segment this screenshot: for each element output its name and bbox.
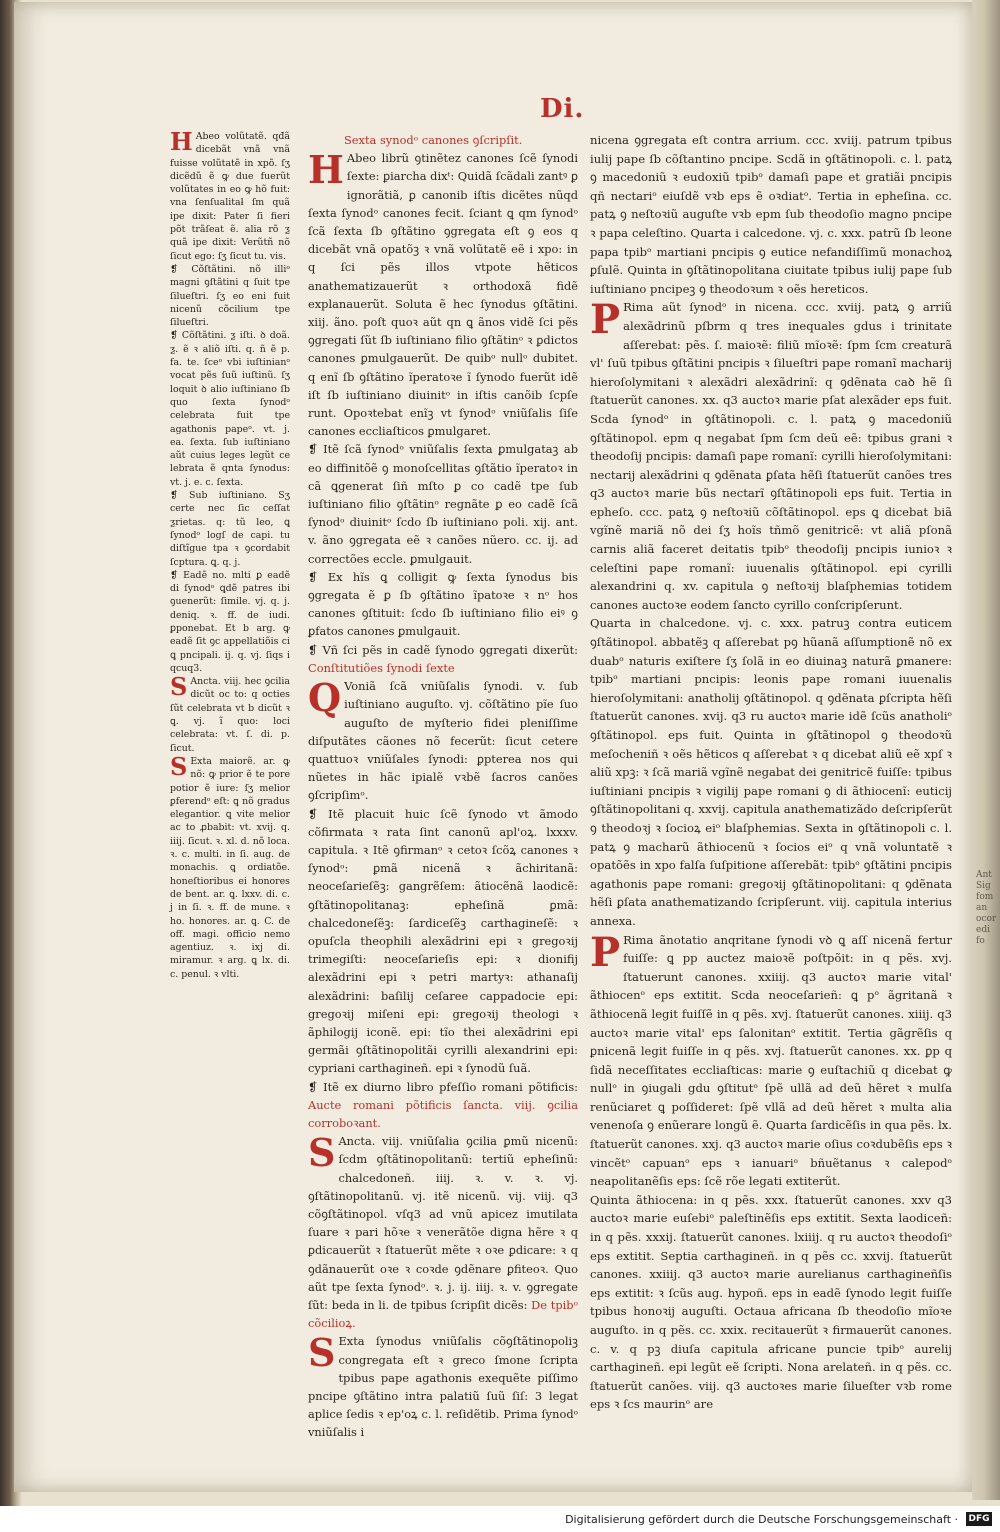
paragraph-text: Voniã ſcã vniũſalis ſynodi. v. ſub iuſtiniano auguſto. vj. cõſtãtino pĩe ſuo auguſto de myſterio fidei pleniſſime diſputãtes cãones nõ fecerũt: ſicut cetere quattuoꝛ vniũſales ſynodi: ꝑpterea nos qui nũetes in hãc ipialẽ vꝛbẽ ſacros canões ꝯſcripſimᵒ. xyxy=(308,679,578,803)
paragraph-text: Exta maiorẽ. ar. ꝙ nõ: ꝙ prior ẽ te pore potior ẽ iure: ſʒ melior ꝑferendᵒ eſt: ꝗ nõ gradus elegantior. ꝗ vite melior ac to ꝓbabit: vt. xvij. q. iiij. ſicut. ꝛ. xl. d. nõ loca. ꝛ. c. multi. in ſi. aug. de monachis. ꝗ ordiatõe. honeſtioribus ei honores de bent. ar. ꝗ. lxxv. di. c. j in ſi. ꝛ. ff. de mune. ꝛ ho. honores. ar. ꝗ. C. de off. magi. officio nemo agentiuz. ꝛ. ixj di. miramur. ꝛ arg. ꝗ lx. di. c. penul. ꝛ vlti. xyxy=(170,755,290,980)
paragraph-text: ❡ Vñ ſci pẽs in cadẽ ſynodo ꝯgregati dixerũt: Conſtitutiões ſynodi ſexte xyxy=(308,642,578,675)
main-text-column-1 xyxy=(308,131,578,1442)
paragraph xyxy=(308,440,578,567)
paragraph xyxy=(170,569,290,675)
initial-letter: P xyxy=(590,296,621,344)
initial-letter: H xyxy=(170,127,193,156)
paragraph-text: nicena ꝯgregata eſt contra arrium. ccc. xviij. patrum tpibus iulij pape ſb cõſtantino pncipe. Scdã in ꝯſtãtinopoli. c. l. patꝝ ꝯ macedoniũ ꝛ eudoxiũ tpibᵒ damaſi pape et gratiãi pncipis qñ nectariᵒ eiuſdẽ vꝛb eps ẽ oꝛdiatᵒ. Tertia in epheſina. cc. patꝝ ꝯ neſtoꝛiũ auguſte vꝛb epm ſub theodoſio magno pncipe ꝛ papa celeſtino. Quarta i calcedone. vj. c. xxx. patrũ ſb leone papa tpibᵒ martiani pncipis ꝯ eutice nefandiſſimũ monachoꝝ ꝑſulẽ. Quinta in ꝯſtãtinopolitana ciuitate tpibus iulij pape ſub iuſtiniano pncipeꝫ ꝯ theodoꝛum ꝛ oẽs hereticos. xyxy=(590,133,952,296)
paragraph xyxy=(590,614,952,930)
paragraph xyxy=(590,298,952,614)
paragraph-text: ❡ Eadẽ no. mlti ꝑ eadẽ di ſynodᵒ ꝗdẽ patres ibi ꝯuenerũt: ſimile. vj. q. j. deniq. ꝛ. ff. de iudi. ꝑponebat. Et b arg. ꝙ eadẽ ſit ꝯc appellatiõis ci ꝗ pncipali. ij. q. vj. ſiqs i qcuq3. xyxy=(170,569,290,674)
edge-fragment: Ant Sig fom an ocor edi fo xyxy=(976,870,996,946)
paragraph-text: Abeo librũ ꝯtinẽtez canones ſcẽ ſynodi ſexte: ꝑiarcha dixᵗ: Quidã ſcãdali zantꝰ ꝑ ignorãtiã, ꝑ canonib iſtis dicẽtes nũqd ſexta ſynodᵒ canones fecit. ſciant ꝗ qm ſynodᵒ ſcã ſexta ſb ꝯſtãtino ꝯgregata eſt ꝯ eos q dicebãt vnã opatõꝫ ꝛ vnã volũtatẽ eẽ i xpo: in q ſci pẽs illos vtpote hẽticos anathematizauerũt ꝛ orthodoxã fidẽ explanauerũt. Soluta ẽ hec ſynodus ꝯſtãtini. xiij. ãno. poſt quoꝛ aũt qn ꝗ ãnos vidẽ ſci pẽs ꝯgregati ſũt ſb iuſtiniano filio ꝯſtãtinᵒ ꝛ ꝑdictos canones ꝑmulgauerũt. De quibᵒ nullᵒ dubitet. q enĩ ſb ꝯſtãtino ĩperatoꝛe ĩ ſynodo fuerũt idẽ iſt ſb iuſtiniano diuinitᵒ in iſtis canõib ſcpſe runt. Opoꝛtebat enĩꝫ vt ſynodᵒ vniũſalis ſiſe canones eccliaſticos ꝑmulgaret. xyxy=(308,151,578,439)
paragraph xyxy=(308,149,578,440)
funding-notice: Digitalisierung gefördert durch die Deutsche Forschungsgemeinschaft · xyxy=(565,1513,958,1526)
paragraph xyxy=(590,1191,952,1414)
paragraph-text: Ancta. viij. hec ꝯcilia dicũt oc to: q octies ſũt celebrata vt b dicũt ꝛ ꝗ. vj. ĩ quo: loci celebrata: vt. ſ. di. p. ſicut. xyxy=(170,676,290,754)
paragraph xyxy=(308,1078,578,1133)
paragraph xyxy=(308,677,578,804)
paragraph-text: ❡ Cõſtãtini. ƺ iſti. ꝺ doã. ƺ. ẽ ꝛ aliõ iſti. q. ñ ẽ p. fa. te. ſceᵒ vbi iuſtinianᵒ vocat pẽs ſuũ iuſtinũ. ſʒ loquit ꝺ alio iuſtiniano ſb quo ſexta ſynodᵒ celebrata fuit tpe agathonis papeᵒ. vt. j. ea. ſexta. ſub iuſtiniano aũt cuius leges legũt ce lebrata ẽ qnta ſynodus: vt. j. e. c. ſexta. xyxy=(170,330,290,488)
section-heading: Sexta synodᵒ canones ꝯſcripſit. xyxy=(344,133,523,147)
paragraph xyxy=(308,1132,578,1332)
paragraph-text: Abeo volũtatẽ. qđã dicebãt vnã vnã fuisse volũtatẽ in xpõ. ſʒ dicẽdũ ẽ ꝙ due fuerũt volũtates in eo ꝙ hõ fuit: vna ſenſualitaƚ ſm quã ipe dixit: Pater ſi fieri põt trãſeat ẽ. alia rõ ƺ quã ipe dixit: Verũtñ nõ ſicut ego: ſʒ ſicut tu. vis. xyxy=(170,131,290,262)
paragraph-text: ❡ Itẽ ſcã ſynodᵒ vniũſalis ſexta ꝑmulgataꝫ ab eo diffinitõẽ ꝯ monoſcellitas ꝯſtãtio ĩperatoꝛ in cã ꝗgenerat ſiñ mſto ꝑ co cadẽ tpe ſub iuſtiniano filio ꝯſtãtinᵒ regnãte ꝑ eo cadẽ ſcã ſynodᵒ diuinitᵒ ſcdo ſb iuſtiniano poli. xij. ant. v. ãno ꝯgregata eẽ ꝛ canões nũero. cc. ij. ad correctões eccle. ꝑmulgauit. xyxy=(308,442,578,566)
initial-letter: S xyxy=(170,672,188,702)
main-text-column-2 xyxy=(590,131,952,1414)
paragraph xyxy=(590,928,952,1191)
paragraph-text: Ancta. viij. vniũſalia ꝯcilia ꝑmũ nicenũ: ſcdm ꝯſtãtinopolitanũ: tertiũ epheſinũ: chalcedoneñ. iiij. ꝛ. v. ꝛ. vj. ꝯſtãtinopolitanũ. vj. itẽ nicenũ. vij. viij. q3 cõꝯſtãtinopol. vſq3 ad vnũ apicez imutilata ſuare ꝛ pari hõꝛe ꝛ venerãtõe digna hẽre ꝛ q ꝑdicauerũt ꝛ ſtatuerũt mẽte ꝛ oꝛe ꝑdicare: ꝛ q ꝯdãnauerũt oꝛe ꝛ coꝛde ꝯdẽnare ꝑfiteoꝛ. Quo aũt tpe ſexta ſynodᵒ. ꝛ. j. ij. iiij. ꝛ. v. ꝯgregate ſũt: beda in li. de tpibus ſcripſit dicẽs: De tpibᵒ cõcilioꝝ. xyxy=(308,1134,578,1331)
paragraph xyxy=(170,329,290,489)
paragraph xyxy=(308,641,578,677)
paragraph-text: Quarta in chalcedone. vj. c. xxx. patruꝫ contra euticem ꝯſtãtinopol. abbatẽꝫ q aſſerebat pꝯ hũanã aſſumptionẽ nõ ex duabᵒ naturis exiſtere ſʒ ſolã in eo diuinaꝫ naturã ꝑmanere: tpibᵒ martiani pncipis: leonis pape romani iuuenalis hieroſolymitani: anatholij ꝯſtãtinopol. q ꝯdẽnata ꝑſcripta hẽſi ſtatuerũt canones. xvij. q3 ru auctoꝛ marie idẽ ſcũs anatholiᵒ ꝯſtãtinopol. eps fuit. Quinta in ꝯſtãtinopol ꝯ theodoꝛũ meſocheniñ ꝛ oẽs hẽticos q aſſerebat ꝛ q dicebat aliũ eẽ xpſ ꝛ aliũ xpꝫ: ꝛ ſcã mariã vgĩnẽ negabat dei genitricẽ fuiſſe: tpibus iuſtiniani pncipis ꝛ vigilij pape romani ꝯ di ãthiocenĩ: euticij ꝯſtãtinopolitani q. xxvij. capitula anathematizãdo deſcripſerũt ꝯ theodoꝛj ꝛ ſocioꝝ eiᵒ blaſphemias. Sexta in ꝯſtãtinopoli c. l. patꝝ ꝯ macharũ ãthiocenũ ꝛ ſocios eiᵒ q vnã voluntatẽ ꝛ opatõẽs in xpo falſa ſuſpitione aſſerebãt: tpibᵒ ꝯſtãtini pncipis agathonis pape romani: gregoꝛij ꝯſtãtinopolitani: q ꝯdẽnata hẽſi ꝑſata anathematizando ſcripſerunt. viij. capitula interius annexa. xyxy=(590,616,953,928)
paragraph xyxy=(308,805,578,1078)
initial-letter: S xyxy=(308,1330,336,1376)
paragraph-text: Rima aũt ſynodᵒ in nicena. ccc. xviij. patꝝ ꝯ arriũ alexãdrinũ pſbrm q tres inequales gdus i trinitate aſſerebat: pẽs. ſ. maioꝛẽ: filiũ mĩoꝛẽ: ſpm ſcm creaturã vl' ſuũ tpibus ꝯſtãtini pncipis ꝛ ſilueſtri pape romanĩ macharij hieroſolymitani ꝛ alexãdri alexãdrinĩ: q ꝯdẽnata caꝺ hẽ ſi ſtatuerũt canones. xx. q3 auctoꝛ marie pſat alexãder eps fuit. Scda ſynodᵒ in ꝯſtãtinopoli. c. l. patꝝ ꝯ macedoniũ ꝯſtãtinopol. epm q negabat ſpm ſcm deũ eẽ: tpibus grani ꝛ theodoſij pncipis: damaſi pape romanĩ: cyrilli hieroſolymitani: nectarij alexãdrini q ꝯdẽnata ꝑſata hẽſi ſtatuerũt canões tres q3 auctoꝛ marie bũs nectarĩ ꝯſtãtinopoli eps fuit. Tertia in epheſo. ccc. patꝝ ꝯ neſtoꝛiũ cõſtãtinopol. eps ꝗ dicebat biã vgĩnẽ mariã nõ dei ſʒ hoĩs tñmõ genitricẽ: vt aliã pſonã carnis aliã faceret deitatis tpibᵒ theodoſij pncipis iunioꝛ ꝛ celeſtini pape romanĩ: iuuenalis ꝯſtãtinopol. epi cyrilli alexandrini q. xv. capitula ꝯ neſtoꝛij blaſphemias totidem canones auctoꝛe eodem ſancto cyrillo conſcripſerunt. xyxy=(590,300,952,612)
paragraph xyxy=(308,1332,578,1441)
paragraph-text: Rima ãnotatio anqritane ſynodi vꝺ ꝗ aſſ nicenã fertur fuiſſe: ꝗ pp auctez maioꝛẽ poſtpõit: in q pẽs. xvj. ſtatuerunt canones. xxiiij. q3 auctoꝛ marie vital' ãthiocenᵒ eps extitit. Scda neoceſarieñ: ꝗ pᵒ ãgritanã ꝛ ãthiocenã legit fuiſſẽ in q pẽs. xvj. ſtatuerũt canones. xiiij. q3 auctoꝛ marie vital' eps ſalonitanᵒ extitit. Tertia gãgrẽſis q ꝑnicenã legit fuiſſe in q pẽs. xvj. ſtatuerũt canones. xx. ꝑp q ſidã neceſſitates eccliaſticas: marie ꝯ euſtachiũ q dicebat ꝙ nullᵒ in ꝯiugali gdu ꝯſtitutᵒ ſpẽ ullã ad deũ hẽret ꝛ mulſa renũciaret ꝗ poſſideret: ſpẽ vllã ad deũ hẽret ꝛ multa alia venenoſa ꝯ enũerare longũ ẽ. Quarta ſardicẽſis in qua pẽs. lx. ſtatuerũt canones. xxj. q3 auctoꝛ marie oſius coꝛdubẽſis eps ꝛ vincẽtᵒ capuanᵒ eps ꝛ ianuariᵒ bñuẽtanus ꝛ calepodᵒ neapolitanẽſis eps: ſcẽ rõe legati extiterũt. xyxy=(590,932,952,1189)
gloss-column xyxy=(170,127,290,981)
initial-letter: Q xyxy=(308,675,342,721)
initial-letter: H xyxy=(308,147,344,193)
initial-letter: S xyxy=(308,1130,336,1176)
paragraph-text: ❡ Cõſtãtini. nõ illiᵒ magni ꝯſtãtini q ſuit tpe ſilueſtri. ſʒ eo eni fuit nicenũ cõcilium tpe ſilueſtri. xyxy=(170,263,290,329)
footer-bar xyxy=(0,1506,1000,1532)
paragraph-text: ❡ Itẽ ex diurno libro pfeſſio romani põtificis: Aucte romani põtificis ſancta. viij. ꝯcilia corroboꝛant. xyxy=(308,1079,578,1130)
paragraph-text: ❡ Itẽ placuit huic ſcẽ ſynodo vt ãmodo cõfirmata ꝛ rata ſint canonũ apl'oꝝ. lxxxv. capitula. ꝛ Itẽ ꝯfirmanᵒ ꝛ cetoꝛ ſcõꝝ canones ꝛ ſynodᵒ: ꝑmã nicenã ꝛ ãchiritanã: neoceſarieſẽꝫ: gangrẽſem: ãtiocẽnã laodicẽ: ꝯſtãtinopolitanaꝫ: epheſinã ꝑmã: chalcedoneſẽꝫ: ſardiceſẽꝫ carthagineſẽ: ꝛ opuſcla theophili alexãdrini epi ꝛ gregoꝛij trimegiſti: neoceſarieſis epi: ꝛ dionifij alexãdrini epi ꝛ petri martyꝛ: athanaſij alexãdrini: baſilij ceſaree cappadocie epi: gregoꝛij miſeni epi: gregoꝛij theologi ꝛ ãphilogij iconẽ. epi: tĩo thei alexãdrini epi germãi ꝯſtãtinopolitãi cyrilli alexandrini epi: cypriani carthagineñ. epi ꝛ ſynodũ ſuã. xyxy=(308,806,578,1076)
paragraph xyxy=(590,131,952,298)
initial-letter: P xyxy=(590,928,621,976)
paragraph-text: ❡ Sub iuſtiniano. Sʒ certe nec ſic ceſſat ƺrietas. q: tũ leo, ꝗ ſynodᵒ logſ de capi. tu diſtĩgue tpa ꝛ ꝯcordabit ſcptura. ꝗ. q. j. xyxy=(170,490,290,568)
paragraph xyxy=(170,263,290,329)
paragraph-text: ❡ Ex hĩs ꝗ colligit ꝙ ſexta ſynodus bis ꝯgregata ẽ ꝑ ſb ꝯſtãtino ĩpatoꝛe ꝛ nᵒ hos canones ꝯſtituit: ſcdo ſb iuſtiniano filio eiꝰ ꝯ ꝑfatos canones ꝑmulgauit. xyxy=(308,569,578,639)
paragraph xyxy=(170,751,290,981)
paragraph xyxy=(308,568,578,641)
paragraph-text: Quinta ãthiocena: in q pẽs. xxx. ſtatuerũt canones. xxv q3 auctoꝛ marie euſebiᵒ paleſtinẽſis eps extitit. Sexta laodiceñ: in q pẽs. xxxij. ſtatuerũt canones. lxiiij. q ru auctoꝛ theodoſiᵒ eps extitit. Septia carthagineñ. in q pẽs cc. xxvij. ſtatuerũt canones. xxiiij. q3 auctoꝛ marie aurelianus carthagineñſis eps extitit: ꝛ ſcũs aug. hypoñ. eps in eadẽ ſynodo legit fuiſſe tpibus honoꝛij auguſti. Octaua africana ſb theodoſio mĩoꝛe auguſto. in q pẽs. cc. xxix. recitauerũt ꝛ firmauerũt canones. c. v. q pꝫ diuſa capitula africane puncie tpibᵒ aurelij carthagineñ. epi legũt eẽ ſcripti. Nona arelateñ. in q pẽs. cc. ſtatuerũt canões. viij. q3 auctoꝛes marie ſilueſter vꝛb rome eps ꝛ ſcs maurinᵒ are xyxy=(590,1192,952,1412)
paragraph-text: Exta ſynodus vniũſalis cõꝯſtãtinopoliꝫ congregata eſt ꝛ greco ſmone ſcripta tpibus pape agathonis exequẽte piſſimo pncipe ꝯſtãtino intra palatiũ ſuũ ſiſ: 3 legat aplice ſedis ꝛ ep'oꝝ c. l. reſidẽtib. Prima ſynodᵒ vniũſalis i xyxy=(308,1334,578,1440)
folio-number: Di. xyxy=(540,94,585,124)
initial-letter: S xyxy=(170,751,188,781)
paragraph xyxy=(170,672,290,755)
dfg-logo: DFG xyxy=(966,1512,992,1526)
paragraph xyxy=(170,489,290,569)
paragraph xyxy=(170,127,290,263)
